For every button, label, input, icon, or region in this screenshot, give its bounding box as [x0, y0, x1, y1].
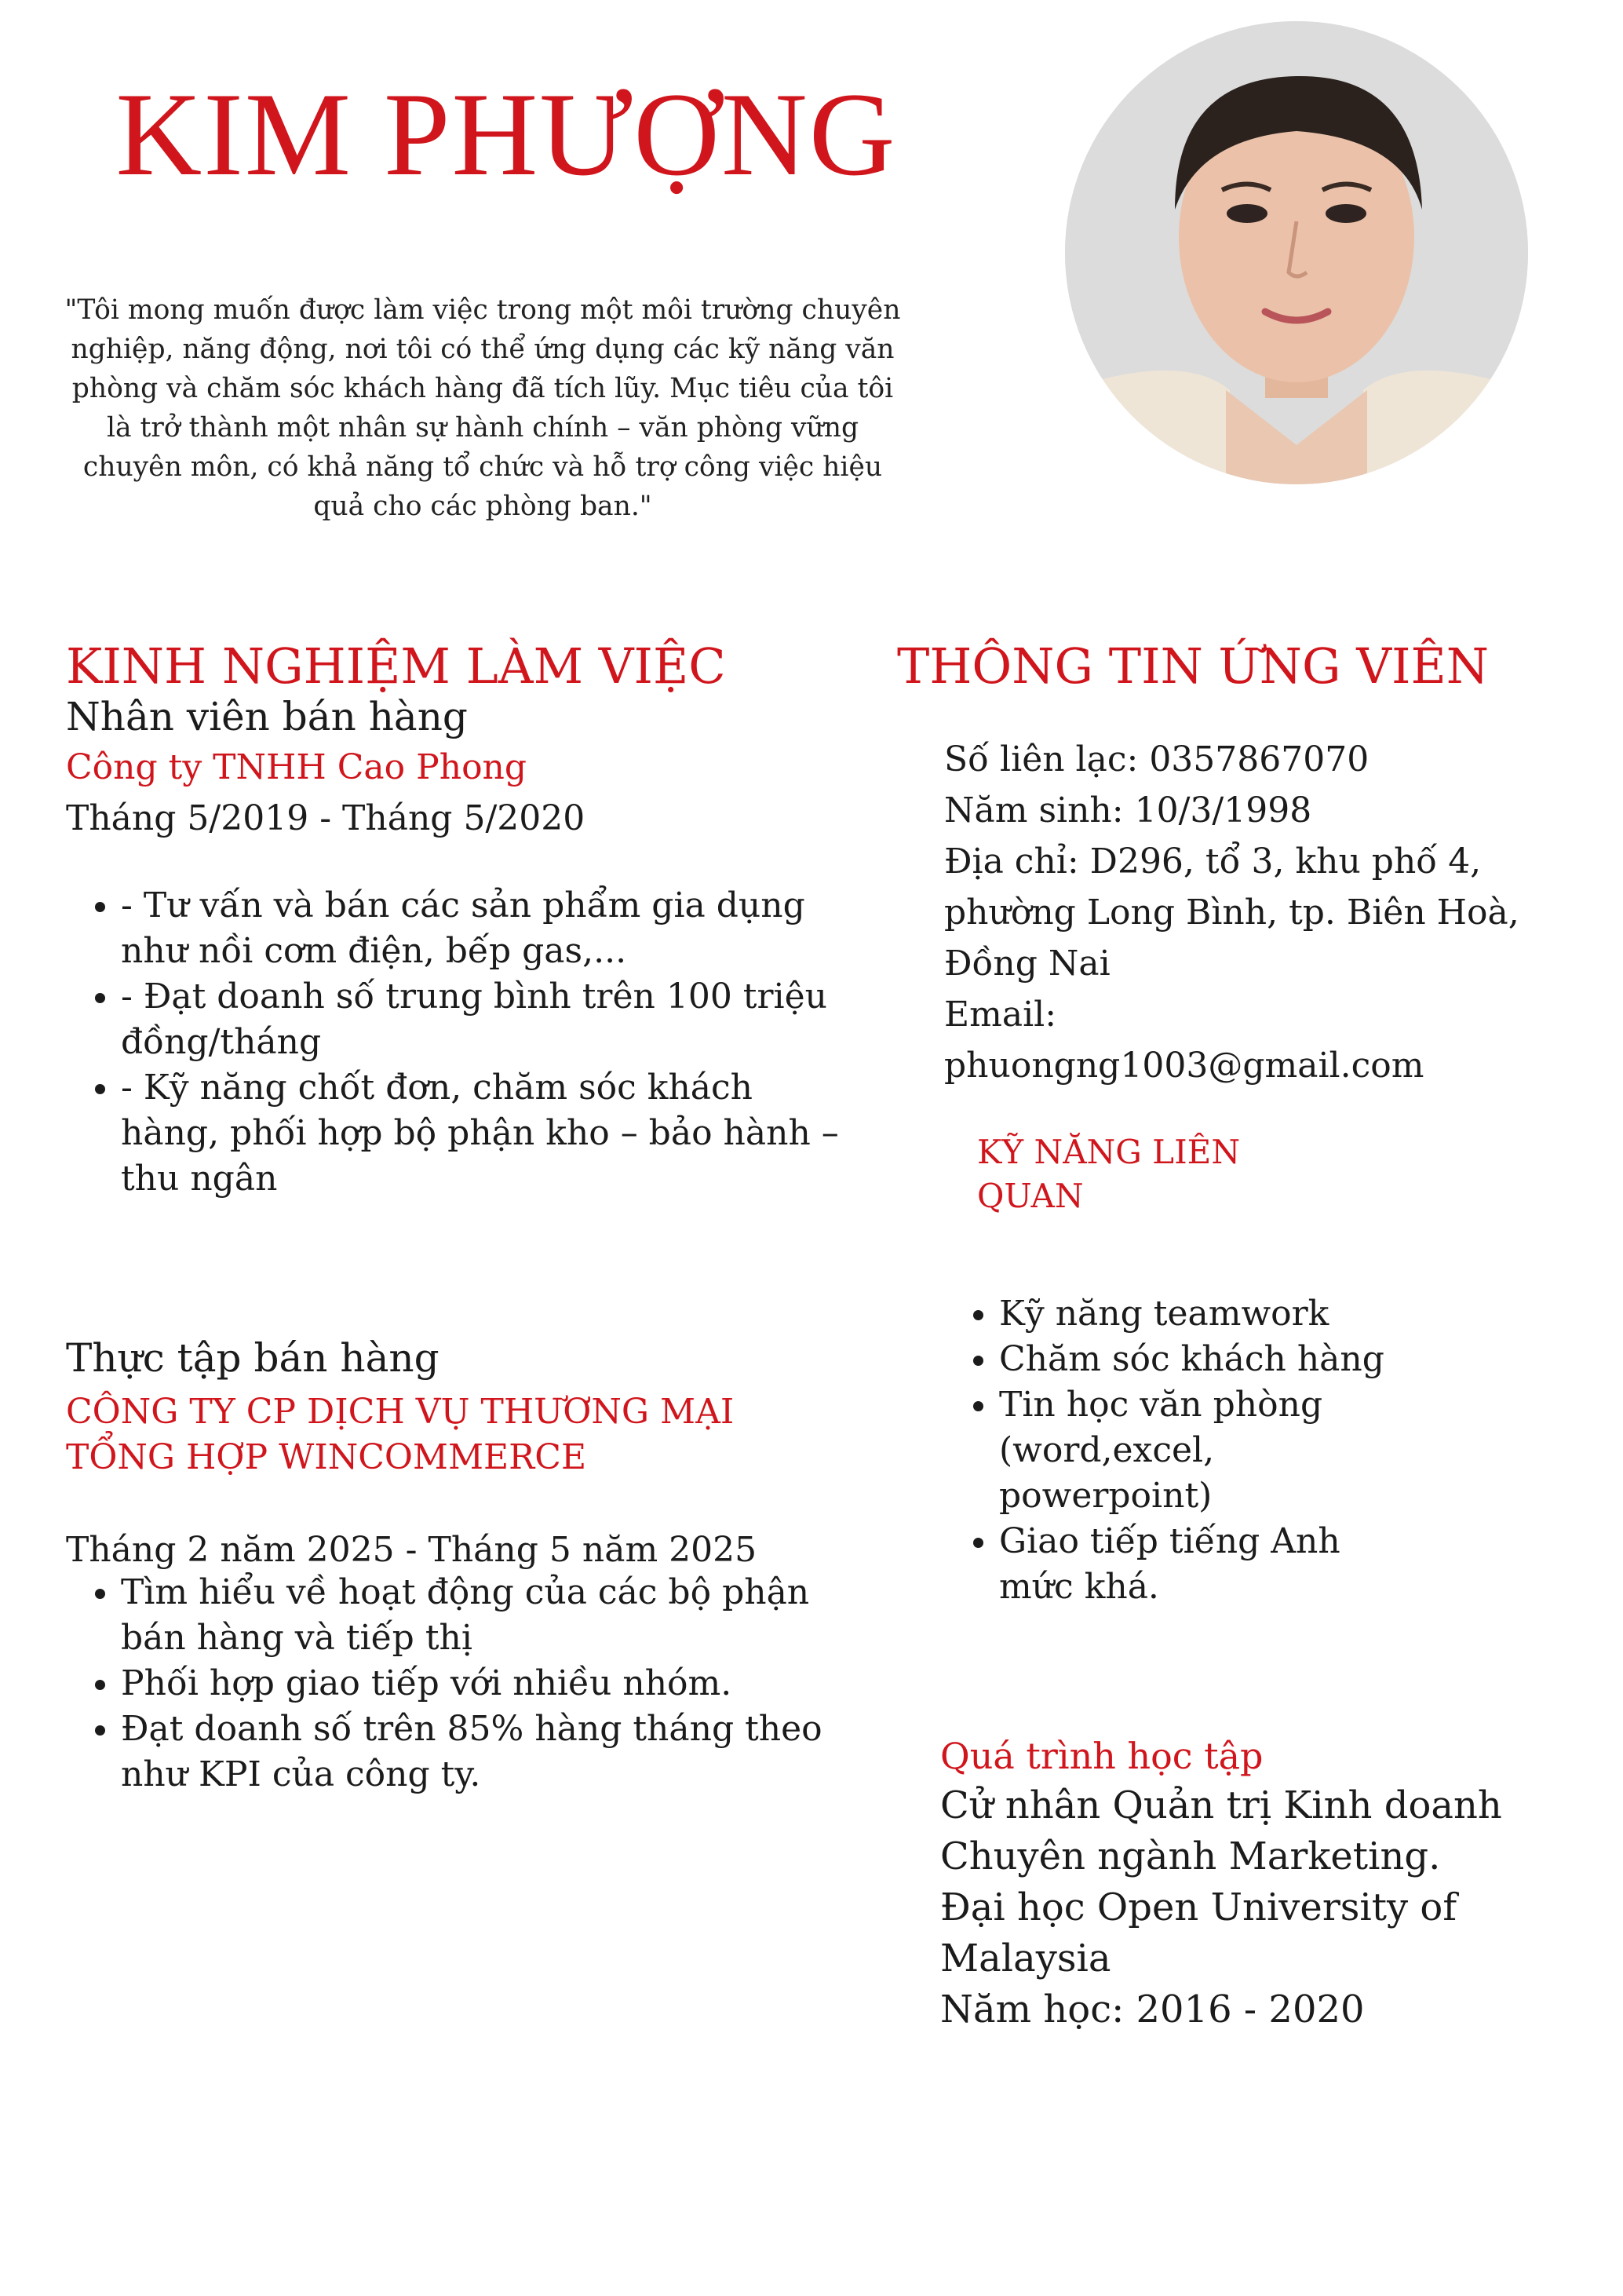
job-2-company: CÔNG TY CP DỊCH VỤ THƯƠNG MẠI TỔNG HỢP WINCOMMERCE	[66, 1392, 735, 1477]
skills-list	[944, 1291, 1407, 1610]
candidate-name: KIM PHƯỢNG	[115, 68, 897, 200]
list-item: • - Tư vấn và bán các sản phẩm gia dụng như nồi cơm điện, bếp gas,...	[121, 883, 851, 974]
years-text: Năm học: 2016 - 2020	[940, 1988, 1365, 2031]
list-item: • Chăm sóc khách hàng	[999, 1337, 1407, 1382]
job-2-period: Tháng 2 năm 2025 - Tháng 5 năm 2025	[66, 1530, 757, 1570]
list-item: • Phối hợp giao tiếp với nhiều nhóm.	[121, 1661, 843, 1706]
education-block	[940, 1780, 1568, 2035]
school-text: Đại học Open University of Malaysia	[940, 1885, 1457, 1980]
list-item: • Kỹ năng teamwork	[999, 1291, 1407, 1337]
major-text: Chuyên ngành Marketing.	[940, 1834, 1441, 1878]
education-heading: Quá trình học tập	[940, 1735, 1264, 1777]
job-1-company: Công ty TNHH Cao Phong	[66, 747, 527, 787]
career-objective: "Tôi mong muốn được làm việc trong một môi trường chuyên nghiệp, năng động, nơi tôi có thể ứng dụng các kỹ năng văn phòng và chăm sóc khách hàng đã tích lũy. Mục tiêu của tôi là trở thành một nhân sự hành chính – văn phòng vững chuyên môn, có khả năng tổ chức và hỗ trợ công việc hiệu quả cho các phòng ban."	[64, 294, 901, 522]
list-item: • Giao tiếp tiếng Anh mức khá.	[999, 1519, 1407, 1610]
degree-text: Cử nhân Quản trị Kinh doanh	[940, 1783, 1502, 1827]
job-1-title: Nhân viên bán hàng	[66, 694, 468, 739]
birth-text: Năm sinh: 10/3/1998	[944, 790, 1312, 830]
email-label: Email:	[944, 995, 1057, 1035]
list-item: • - Kỹ năng chốt đơn, chăm sóc khách hàng, phối hợp bộ phận kho – bảo hành – thu ngân	[121, 1065, 851, 1202]
list-item: • Tìm hiểu về hoạt động của các bộ phận bán hàng và tiếp thị	[121, 1570, 843, 1661]
address-text: Địa chỉ: D296, tổ 3, khu phố 4, phường Long Bình, tp. Biên Hoà, Đồng Nai	[944, 841, 1519, 984]
list-item: • Đạt doanh số trên 85% hàng tháng theo như KPI của công ty.	[121, 1706, 843, 1798]
job-1-period: Tháng 5/2019 - Tháng 5/2020	[66, 798, 585, 838]
job-2-bullets	[66, 1570, 843, 1798]
phone-text: Số liên lạc: 0357867070	[944, 739, 1370, 779]
candidate-info-heading: THÔNG TIN ỨNG VIÊN	[897, 637, 1490, 695]
experience-heading: KINH NGHIỆM LÀM VIỆC	[66, 637, 726, 695]
list-item: • Tin học văn phòng (word,excel, powerpoint)	[999, 1382, 1407, 1519]
profile-photo	[1065, 21, 1528, 484]
job-2-title: Thực tập bán hàng	[66, 1335, 439, 1381]
list-item: • - Đạt doanh số trung bình trên 100 triệu đồng/tháng	[121, 974, 851, 1065]
skills-heading: KỸ NĂNG LIÊN QUAN	[977, 1133, 1241, 1215]
job-1-bullets	[66, 883, 851, 1202]
candidate-info-block	[944, 734, 1588, 1091]
email-text: phuongng1003@gmail.com	[944, 1046, 1424, 1086]
